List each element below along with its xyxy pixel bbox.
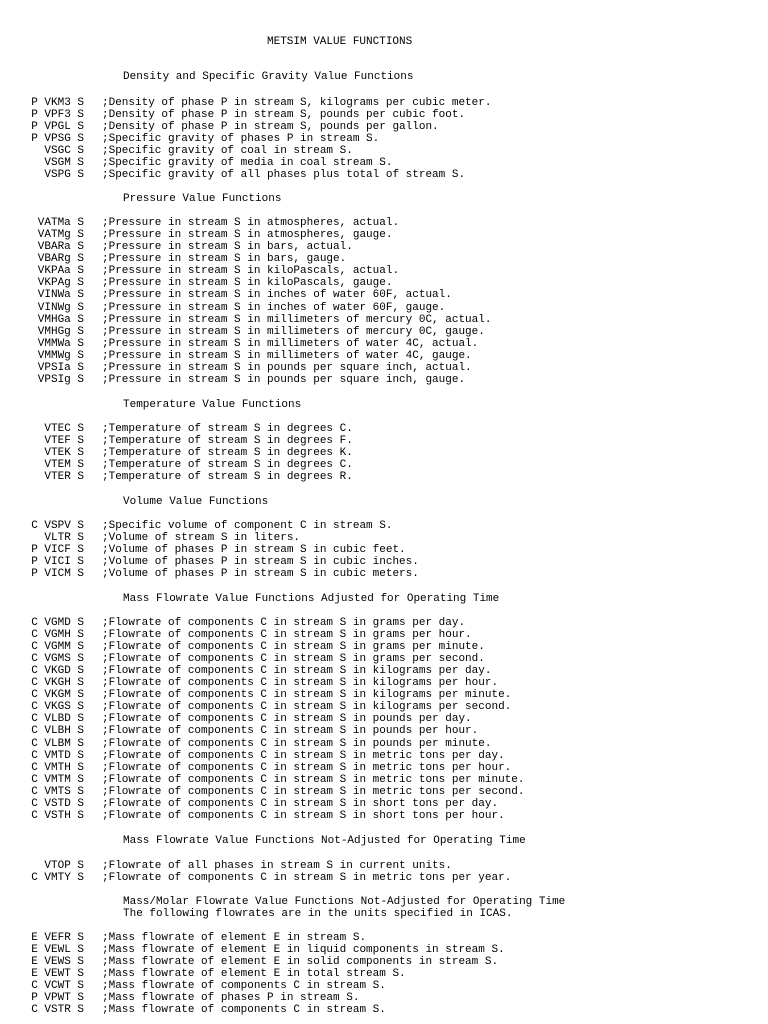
function-description: ;Mass flowrate of element E in total stream S. <box>102 968 406 980</box>
function-description: ;Pressure in stream S in inches of water 60F, actual. <box>102 289 452 301</box>
function-description: ;Volume of stream S in liters. <box>102 532 301 544</box>
function-code: VTEK S <box>44 447 84 459</box>
function-row <box>0 798 768 810</box>
function-description: ;Volume of phases P in stream S in cubic meters. <box>102 568 419 580</box>
function-description: ;Density of phase P in stream S, kilograms per cubic meter. <box>102 97 492 109</box>
function-description: ;Volume of phases P in stream S in cubic inches. <box>102 556 419 568</box>
function-description: ;Mass flowrate of element E in stream S. <box>102 932 367 944</box>
function-description: ;Flowrate of components C in stream S in grams per minute. <box>102 641 485 653</box>
function-description: ;Flowrate of components C in stream S in short tons per hour. <box>102 810 505 822</box>
function-row <box>0 109 768 121</box>
function-code: VTEC S <box>44 423 84 435</box>
function-description: ;Pressure in stream S in millimeters of water 4C, gauge. <box>102 350 472 362</box>
function-description: ;Flowrate of components C in stream S in kilograms per day. <box>102 665 492 677</box>
function-row <box>0 374 768 386</box>
function-code: P VPGL S <box>31 121 84 133</box>
function-code: VTER S <box>44 471 84 483</box>
function-description: ;Mass flowrate of element E in liquid components in stream S. <box>102 944 505 956</box>
function-description: ;Flowrate of components C in stream S in pounds per day. <box>102 713 472 725</box>
function-row <box>0 956 768 968</box>
function-description: ;Flowrate of components C in stream S in metric tons per year. <box>102 872 512 884</box>
function-description: ;Temperature of stream S in degrees R. <box>102 471 353 483</box>
function-description: ;Flowrate of components C in stream S in pounds per hour. <box>102 725 479 737</box>
function-row <box>0 97 768 109</box>
function-description: ;Temperature of stream S in degrees F. <box>102 435 353 447</box>
function-code: VMHGg S <box>37 326 84 338</box>
function-description: ;Density of phase P in stream S, pounds per cubic foot. <box>102 109 466 121</box>
function-code: VPSIa S <box>37 362 84 374</box>
function-row <box>0 872 768 884</box>
function-row <box>0 157 768 169</box>
function-row <box>0 713 768 725</box>
function-description: ;Pressure in stream S in atmospheres, actual. <box>102 217 400 229</box>
function-description: ;Specific gravity of all phases plus total of stream S. <box>102 169 466 181</box>
function-row <box>0 217 768 229</box>
function-row <box>0 750 768 762</box>
function-code: VINWg S <box>37 302 84 314</box>
function-code: C VCWT S <box>31 980 84 992</box>
section-heading: Pressure Value Functions <box>123 193 282 205</box>
function-row <box>0 725 768 737</box>
function-code: VMHGa S <box>37 314 84 326</box>
function-row <box>0 302 768 314</box>
function-row <box>0 556 768 568</box>
function-row <box>0 992 768 1004</box>
function-description: ;Pressure in stream S in inches of water 60F, gauge. <box>102 302 446 314</box>
function-row <box>0 665 768 677</box>
function-row <box>0 362 768 374</box>
function-row <box>0 532 768 544</box>
function-row <box>0 980 768 992</box>
function-row <box>0 677 768 689</box>
function-row <box>0 689 768 701</box>
function-row <box>0 944 768 956</box>
function-code: C VSTR S <box>31 1004 84 1016</box>
function-code: P VICI S <box>31 556 84 568</box>
function-description: ;Density of phase P in stream S, pounds per gallon. <box>102 121 439 133</box>
function-description: ;Pressure in stream S in millimeters of mercury 0C, gauge. <box>102 326 485 338</box>
function-row <box>0 121 768 133</box>
function-description: ;Mass flowrate of components C in stream S. <box>102 1004 386 1016</box>
function-code: P VKM3 S <box>31 97 84 109</box>
function-description: ;Flowrate of components C in stream S in metric tons per day. <box>102 750 505 762</box>
function-row <box>0 447 768 459</box>
function-description: ;Temperature of stream S in degrees C. <box>102 459 353 471</box>
function-code: C VKGH S <box>31 677 84 689</box>
function-code: VLTR S <box>44 532 84 544</box>
function-code: E VEWS S <box>31 956 84 968</box>
function-row <box>0 653 768 665</box>
function-row <box>0 1004 768 1016</box>
function-row <box>0 932 768 944</box>
function-code: VINWa S <box>37 289 84 301</box>
function-code: VSGC S <box>44 145 84 157</box>
function-code: VKPAa S <box>37 265 84 277</box>
function-code: C VMTH S <box>31 762 84 774</box>
function-description: ;Pressure in stream S in bars, actual. <box>102 241 353 253</box>
function-description: ;Flowrate of components C in stream S in grams per second. <box>102 653 485 665</box>
function-description: ;Flowrate of components C in stream S in pounds per minute. <box>102 738 492 750</box>
function-code: P VPSG S <box>31 133 84 145</box>
function-description: ;Pressure in stream S in kiloPascals, gauge. <box>102 277 393 289</box>
function-code: C VKGM S <box>31 689 84 701</box>
function-row <box>0 435 768 447</box>
section-heading: Mass Flowrate Value Functions Not-Adjusted for Operating Time <box>123 835 526 847</box>
function-row <box>0 786 768 798</box>
function-code: C VLBM S <box>31 738 84 750</box>
function-code: C VMTS S <box>31 786 84 798</box>
function-row <box>0 253 768 265</box>
function-row <box>0 701 768 713</box>
section-heading: Temperature Value Functions <box>123 399 302 411</box>
function-code: C VLBD S <box>31 713 84 725</box>
function-row <box>0 810 768 822</box>
function-code: VSPG S <box>44 169 84 181</box>
function-row <box>0 338 768 350</box>
function-code: C VGMH S <box>31 629 84 641</box>
function-description: ;Pressure in stream S in pounds per square inch, gauge. <box>102 374 466 386</box>
function-code: VKPAg S <box>37 277 84 289</box>
function-description: ;Flowrate of components C in stream S in metric tons per second. <box>102 786 525 798</box>
section-heading: Volume Value Functions <box>123 496 269 508</box>
function-code: VTOP S <box>44 860 84 872</box>
function-row <box>0 471 768 483</box>
section-heading: Mass Flowrate Value Functions Adjusted for Operating Time <box>123 593 500 605</box>
function-row <box>0 133 768 145</box>
function-code: VSGM S <box>44 157 84 169</box>
function-row <box>0 241 768 253</box>
function-row <box>0 738 768 750</box>
function-row <box>0 860 768 872</box>
section-heading: Mass/Molar Flowrate Value Functions Not-Adjusted for Operating Time <box>123 896 566 908</box>
function-code: C VMTD S <box>31 750 84 762</box>
function-description: ;Pressure in stream S in kiloPascals, actual. <box>102 265 400 277</box>
function-description: ;Pressure in stream S in millimeters of water 4C, actual. <box>102 338 479 350</box>
function-description: ;Specific gravity of phases P in stream S. <box>102 133 380 145</box>
function-description: ;Flowrate of components C in stream S in metric tons per minute. <box>102 774 525 786</box>
document-title: METSIM VALUE FUNCTIONS <box>267 36 413 48</box>
function-code: P VICF S <box>31 544 84 556</box>
function-code: VBARg S <box>37 253 84 265</box>
function-row <box>0 641 768 653</box>
function-row <box>0 265 768 277</box>
function-description: ;Pressure in stream S in bars, gauge. <box>102 253 347 265</box>
function-code: C VSPV S <box>31 520 84 532</box>
function-code: P VPF3 S <box>31 109 84 121</box>
function-row <box>0 350 768 362</box>
function-description: ;Specific gravity of media in coal stream S. <box>102 157 393 169</box>
function-code: C VKGS S <box>31 701 84 713</box>
function-description: ;Mass flowrate of phases P in stream S. <box>102 992 360 1004</box>
function-code: C VLBH S <box>31 725 84 737</box>
function-code: C VGMS S <box>31 653 84 665</box>
function-description: ;Flowrate of all phases in stream S in current units. <box>102 860 452 872</box>
function-row <box>0 968 768 980</box>
function-row <box>0 229 768 241</box>
function-row <box>0 629 768 641</box>
function-description: ;Flowrate of components C in stream S in grams per day. <box>102 617 466 629</box>
function-code: C VKGD S <box>31 665 84 677</box>
function-row <box>0 423 768 435</box>
function-description: ;Flowrate of components C in stream S in grams per hour. <box>102 629 472 641</box>
function-code: VATMa S <box>37 217 84 229</box>
function-row <box>0 459 768 471</box>
function-row <box>0 169 768 181</box>
function-description: ;Pressure in stream S in atmospheres, gauge. <box>102 229 393 241</box>
function-code: VMMWa S <box>37 338 84 350</box>
function-code: E VEFR S <box>31 932 84 944</box>
function-code: VTEF S <box>44 435 84 447</box>
function-row <box>0 774 768 786</box>
section-subheading: The following flowrates are in the units specified in ICAS. <box>123 908 513 920</box>
function-code: E VEWL S <box>31 944 84 956</box>
function-description: ;Flowrate of components C in stream S in kilograms per hour. <box>102 677 499 689</box>
function-code: C VSTH S <box>31 810 84 822</box>
function-description: ;Volume of phases P in stream S in cubic feet. <box>102 544 406 556</box>
function-description: ;Flowrate of components C in stream S in metric tons per hour. <box>102 762 512 774</box>
function-description: ;Temperature of stream S in degrees C. <box>102 423 353 435</box>
function-description: ;Specific volume of component C in stream S. <box>102 520 393 532</box>
function-row <box>0 568 768 580</box>
function-row <box>0 762 768 774</box>
function-description: ;Pressure in stream S in pounds per square inch, actual. <box>102 362 472 374</box>
function-code: P VICM S <box>31 568 84 580</box>
function-code: P VPWT S <box>31 992 84 1004</box>
function-row <box>0 520 768 532</box>
function-row <box>0 617 768 629</box>
function-row <box>0 145 768 157</box>
function-row <box>0 289 768 301</box>
function-row <box>0 544 768 556</box>
function-description: ;Flowrate of components C in stream S in kilograms per second. <box>102 701 512 713</box>
function-code: VMMWg S <box>37 350 84 362</box>
function-code: C VMTM S <box>31 774 84 786</box>
function-code: C VGMD S <box>31 617 84 629</box>
function-code: VBARa S <box>37 241 84 253</box>
function-code: C VSTD S <box>31 798 84 810</box>
function-description: ;Mass flowrate of element E in solid components in stream S. <box>102 956 499 968</box>
section-heading: Density and Specific Gravity Value Functions <box>123 71 414 83</box>
function-description: ;Pressure in stream S in millimeters of mercury 0C, actual. <box>102 314 492 326</box>
function-code: VPSIg S <box>37 374 84 386</box>
function-row <box>0 314 768 326</box>
function-row <box>0 326 768 338</box>
function-code: VATMg S <box>37 229 84 241</box>
function-description: ;Mass flowrate of components C in stream S. <box>102 980 386 992</box>
function-description: ;Specific gravity of coal in stream S. <box>102 145 353 157</box>
function-code: C VMTY S <box>31 872 84 884</box>
function-description: ;Temperature of stream S in degrees K. <box>102 447 353 459</box>
function-code: E VEWT S <box>31 968 84 980</box>
function-code: VTEM S <box>44 459 84 471</box>
function-code: C VGMM S <box>31 641 84 653</box>
function-row <box>0 277 768 289</box>
function-description: ;Flowrate of components C in stream S in kilograms per minute. <box>102 689 512 701</box>
function-description: ;Flowrate of components C in stream S in short tons per day. <box>102 798 499 810</box>
